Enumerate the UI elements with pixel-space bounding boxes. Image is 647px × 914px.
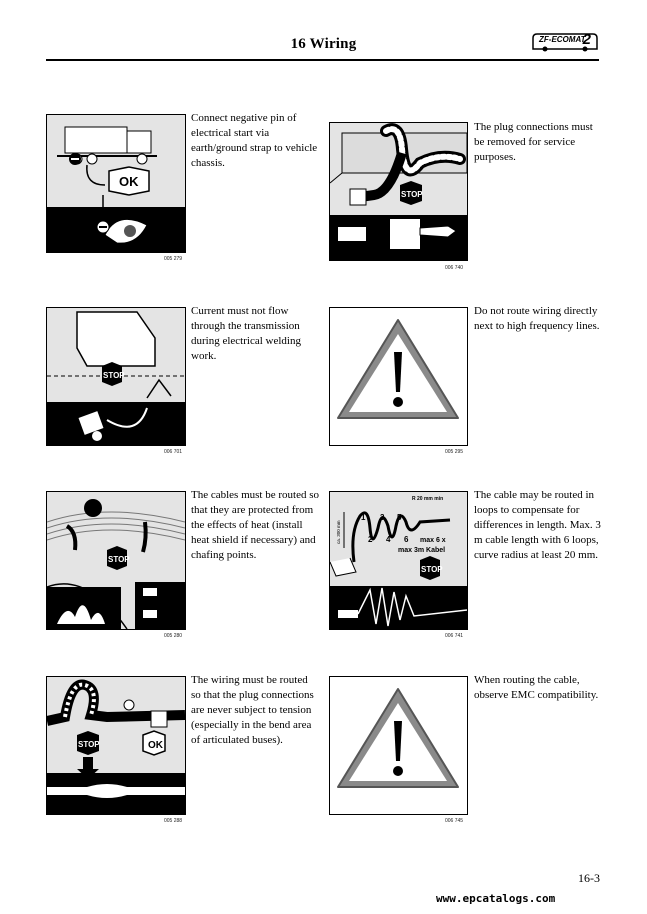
- website-link[interactable]: www.epcatalogs.com: [436, 892, 556, 905]
- zf-ecomat-logo: [531, 32, 599, 52]
- figure-code: 005 279: [164, 256, 183, 262]
- loop-number: 3: [380, 513, 385, 522]
- figure-cable-loops: [329, 491, 468, 630]
- figure-ground-strap: [46, 114, 186, 253]
- figure-code: 006 740: [445, 265, 464, 271]
- loop-number: 6: [404, 535, 409, 544]
- figure-heat-protection: [46, 491, 186, 630]
- stop-label: STOP: [421, 565, 443, 574]
- logo-number: 2: [582, 31, 591, 48]
- figure-caption: The wiring must be routed so that the plug connections are never subject to tension (especially in the bend area of articulated buses).: [191, 674, 314, 746]
- header-rule: [46, 59, 599, 61]
- ok-label: OK: [148, 740, 163, 751]
- ok-label: OK: [119, 174, 139, 189]
- stop-label: STOP: [108, 555, 130, 564]
- warning-triangle-icon: [330, 308, 467, 445]
- height-label: ca. 300 mm: [336, 520, 341, 544]
- figure-warning: [329, 307, 468, 446]
- figure-code: 005 295: [445, 449, 464, 455]
- loop-number: 4: [386, 535, 391, 544]
- loop-number: 5: [397, 513, 402, 522]
- figure-code: 006 741: [445, 633, 464, 639]
- stop-label: STOP: [103, 371, 125, 380]
- figure-tension: [46, 676, 186, 815]
- figure-code: 006 745: [445, 818, 464, 824]
- loop-number: 1: [361, 513, 366, 522]
- figure-warning: [329, 676, 468, 815]
- figure-caption: Do not route wiring directly next to high frequency lines.: [474, 305, 600, 332]
- figure-code: 005 280: [164, 633, 183, 639]
- figure-caption: Current must not flow through the transmission during electrical welding work.: [191, 305, 301, 362]
- loops-label: max 6 x: [420, 537, 446, 544]
- page-title: 16 Wiring: [290, 36, 357, 52]
- figure-code: 005 288: [164, 818, 183, 824]
- radius-label: R 20 mm min: [412, 496, 444, 502]
- figure-caption: Connect negative pin of electrical start via earth/ground strap to vehicle chassis.: [191, 112, 318, 169]
- figure-caption: The cable may be routed in loops to compensate for differences in length. Max. 3 m cable length with 6 loops, curve radius at least 20 mm.: [474, 489, 601, 561]
- logo-text: ZF-ECOMAT: [539, 35, 586, 44]
- figure-caption: When routing the cable, observe EMC compatibility.: [474, 674, 599, 701]
- figure-plug-removal: [329, 122, 468, 261]
- length-label: max 3m Kabel: [398, 547, 446, 554]
- loop-number: 2: [368, 535, 373, 544]
- page-number: 16-3: [578, 871, 600, 885]
- figure-caption: The cables must be routed so that they are protected from the effects of heat (install heat shield if necessary) and chafing points.: [191, 489, 319, 561]
- figure-caption: The plug connections must be removed for service purposes.: [474, 121, 593, 163]
- warning-triangle-icon: [330, 677, 467, 814]
- figure-welding: [46, 307, 186, 446]
- stop-label: STOP: [78, 740, 100, 749]
- stop-label: STOP: [401, 190, 423, 199]
- figure-code: 006 701: [164, 449, 183, 455]
